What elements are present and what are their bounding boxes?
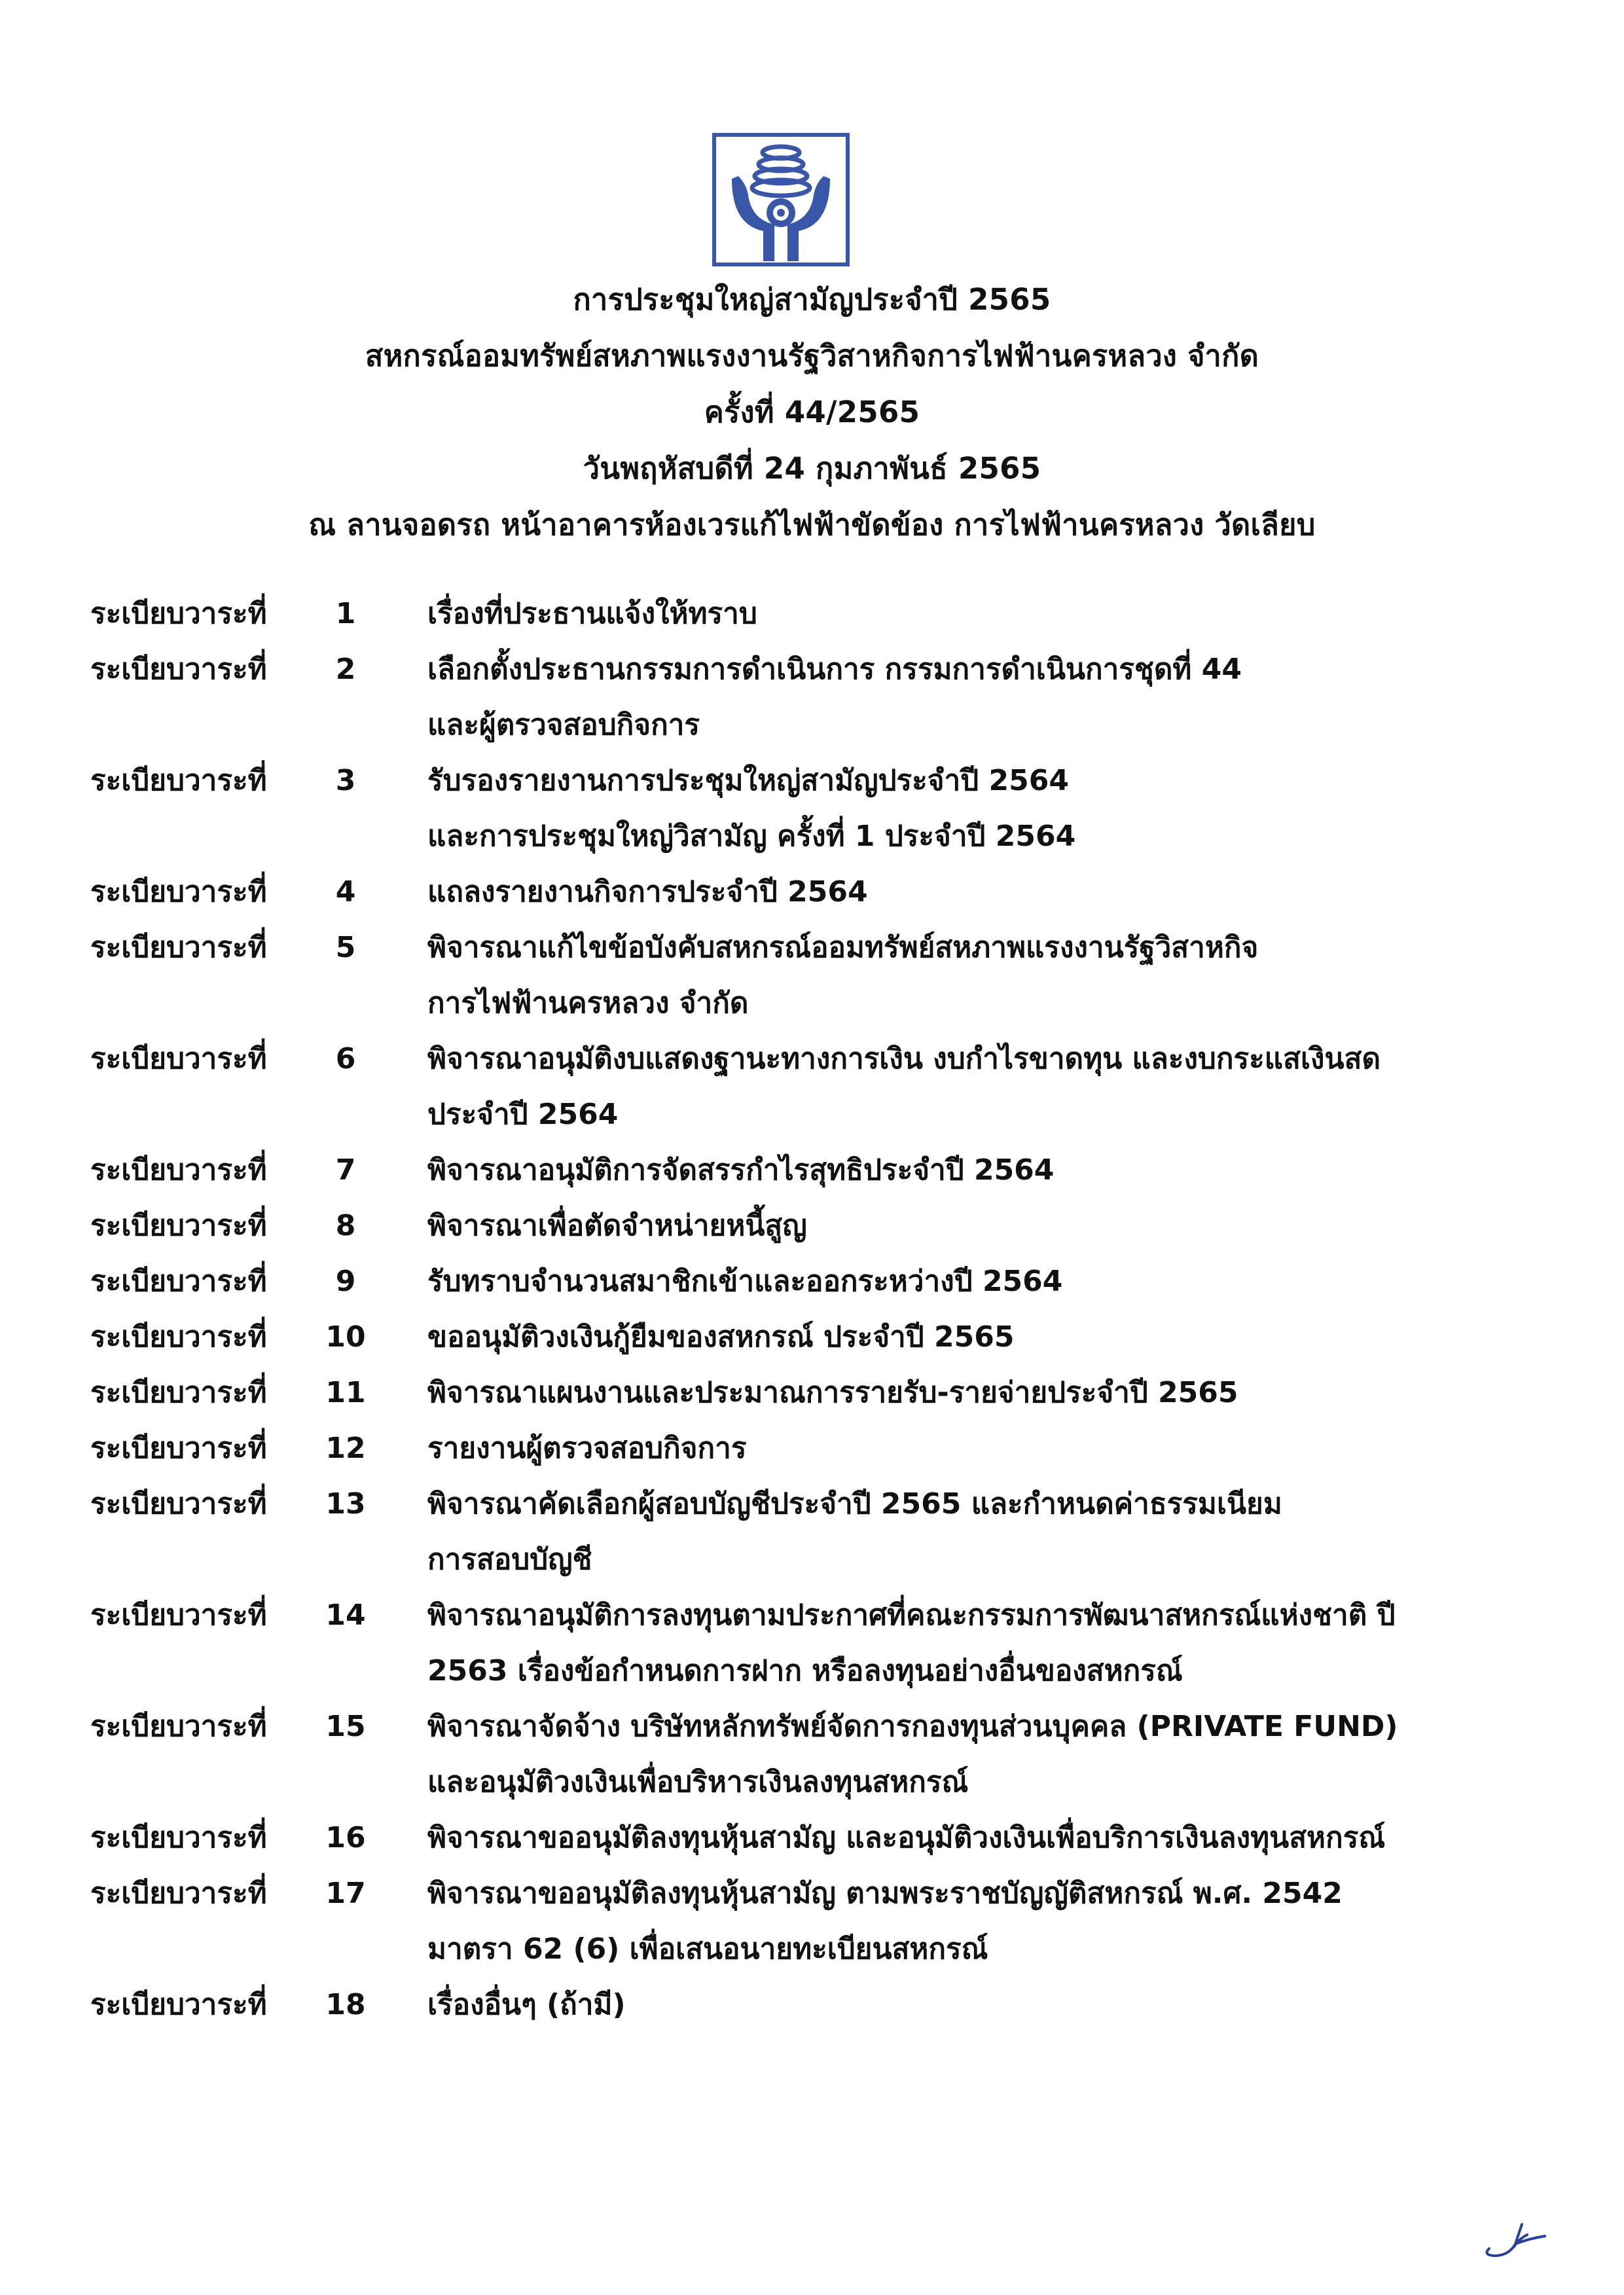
document-header (0, 272, 1624, 553)
agenda-number: 8 (335, 1209, 356, 1242)
agenda-number: 3 (335, 764, 356, 797)
agenda-item (90, 1198, 1596, 1254)
agenda-text-line: ประจำปี 2564 (427, 1098, 619, 1131)
agenda-item (90, 920, 1596, 1031)
agenda-text (427, 1254, 1596, 1309)
agenda-text (427, 1810, 1596, 1866)
agenda-item (90, 642, 1596, 753)
agenda-text (427, 1699, 1596, 1810)
agenda-number: 18 (325, 1988, 366, 2021)
agenda-number: 7 (335, 1153, 356, 1187)
agenda-text (427, 1420, 1596, 1476)
agenda-text-line: และผู้ตรวจสอบกิจการ (427, 708, 700, 742)
agenda-text (427, 1587, 1596, 1699)
agenda-text-line: เลือกตั้งประธานกรรมการดำเนินการ กรรมการดำเนินการชุดที่ 44 (427, 653, 1242, 686)
agenda-label: ระเบียบวาระที่ (90, 1487, 267, 1521)
agenda-text-line: การสอบบัญชี (427, 1543, 592, 1576)
agenda-label: ระเบียบวาระที่ (90, 1320, 267, 1354)
meeting-number: ครั้งที่ 44/2565 (704, 395, 920, 429)
agenda-text-line: แถลงรายงานกิจการประจำปี 2564 (427, 875, 868, 909)
agenda-text (427, 1365, 1596, 1420)
initials-signature (1476, 2213, 1555, 2265)
agenda-label: ระเบียบวาระที่ (90, 1710, 267, 1743)
agenda-text (427, 1142, 1596, 1198)
agenda-number: 1 (335, 597, 356, 630)
agenda-item (90, 864, 1596, 920)
agenda-text-line: เรื่องอื่นๆ (ถ้ามี) (427, 1988, 626, 2021)
agenda-number: 10 (325, 1320, 366, 1354)
meeting-title: การประชุมใหญ่สามัญประจำปี 2565 (573, 282, 1051, 317)
agenda-text-line: พิจารณาขออนุมัติลงทุนหุ้นสามัญ และอนุมัติวงเงินเพื่อบริการเงินลงทุนสหกรณ์ (427, 1821, 1386, 1854)
agenda-number: 15 (325, 1710, 366, 1743)
agenda-number: 6 (335, 1042, 356, 1075)
agenda-text (427, 642, 1596, 753)
meeting-date: วันพฤหัสบดีที่ 24 กุมภาพันธ์ 2565 (583, 451, 1041, 486)
agenda-text-line: การไฟฟ้านครหลวง จำกัด (427, 986, 749, 1020)
agenda-label: ระเบียบวาระที่ (90, 597, 267, 630)
agenda-text (427, 920, 1596, 1031)
agenda-text (427, 1031, 1596, 1142)
agenda-text (427, 1866, 1596, 1977)
agenda-text-line: 2563 เรื่องข้อกำหนดการฝาก หรือลงทุนอย่างอื่นของสหกรณ์ (427, 1654, 1183, 1688)
agenda-number: 2 (335, 653, 356, 686)
agenda-number: 13 (325, 1487, 366, 1521)
agenda-item (90, 1810, 1596, 1866)
cooperative-logo (712, 133, 850, 266)
agenda-text-line: เรื่องที่ประธานแจ้งให้ทราบ (427, 597, 757, 630)
agenda-text-line: รับรองรายงานการประชุมใหญ่สามัญประจำปี 2564 (427, 764, 1069, 797)
agenda-item (90, 1142, 1596, 1198)
agenda-text (427, 753, 1596, 864)
agenda-item (90, 1365, 1596, 1420)
agenda-label: ระเบียบวาระที่ (90, 1821, 267, 1854)
agenda-text-line: และอนุมัติวงเงินเพื่อบริหารเงินลงทุนสหกรณ์ (427, 1765, 969, 1799)
agenda-number: 16 (325, 1821, 366, 1854)
agenda-text (427, 586, 1596, 642)
agenda-item (90, 1977, 1596, 2033)
agenda-item (90, 1420, 1596, 1476)
agenda-label: ระเบียบวาระที่ (90, 1988, 267, 2021)
agenda-label: ระเบียบวาระที่ (90, 1209, 267, 1242)
agenda-number: 12 (325, 1432, 366, 1465)
agenda-label: ระเบียบวาระที่ (90, 931, 267, 964)
agenda-list (90, 586, 1596, 2033)
agenda-label: ระเบียบวาระที่ (90, 1153, 267, 1187)
agenda-number: 11 (325, 1376, 366, 1409)
agenda-number: 14 (325, 1599, 366, 1632)
agenda-text (427, 1309, 1596, 1365)
agenda-text (427, 1198, 1596, 1254)
agenda-item (90, 1699, 1596, 1810)
agenda-text-line: พิจารณาคัดเลือกผู้สอบบัญชีประจำปี 2565 และกำหนดค่าธรรมเนียม (427, 1487, 1282, 1521)
agenda-label: ระเบียบวาระที่ (90, 1599, 267, 1632)
agenda-text-line: พิจารณาแผนงานและประมาณการรายรับ-รายจ่ายประจำปี 2565 (427, 1376, 1238, 1409)
agenda-number: 17 (325, 1877, 366, 1910)
agenda-item (90, 1587, 1596, 1699)
agenda-text-line: พิจารณาอนุมัติงบแสดงฐานะทางการเงิน งบกำไรขาดทุน และงบกระแสเงินสด (427, 1042, 1381, 1075)
agenda-number: 5 (335, 931, 356, 964)
agenda-number: 9 (335, 1265, 356, 1298)
agenda-text-line: และการประชุมใหญ่วิสามัญ ครั้งที่ 1 ประจำปี 2564 (427, 820, 1076, 853)
agenda-text-line: พิจารณาจัดจ้าง บริษัทหลักทรัพย์จัดการกองทุนส่วนบุคคล (PRIVATE FUND) (427, 1710, 1398, 1743)
agenda-label: ระเบียบวาระที่ (90, 1877, 267, 1910)
agenda-item (90, 586, 1596, 642)
agenda-text-line: พิจารณาอนุมัติการจัดสรรกำไรสุทธิประจำปี 2564 (427, 1153, 1055, 1187)
agenda-label: ระเบียบวาระที่ (90, 1042, 267, 1075)
agenda-text-line: พิจารณาขออนุมัติลงทุนหุ้นสามัญ ตามพระราชบัญญัติสหกรณ์ พ.ศ. 2542 (427, 1877, 1343, 1910)
agenda-number: 4 (335, 875, 356, 909)
agenda-item (90, 1309, 1596, 1365)
agenda-label: ระเบียบวาระที่ (90, 764, 267, 797)
agenda-text-line: พิจารณาแก้ไขข้อบังคับสหกรณ์ออมทรัพย์สหภาพแรงงานรัฐวิสาหกิจ (427, 931, 1259, 964)
agenda-label: ระเบียบวาระที่ (90, 875, 267, 909)
agenda-text (427, 1977, 1596, 2033)
agenda-text-line: มาตรา 62 (6) เพื่อเสนอนายทะเบียนสหกรณ์ (427, 1932, 988, 1966)
agenda-item (90, 1866, 1596, 1977)
agenda-text-line: รายงานผู้ตรวจสอบกิจการ (427, 1432, 747, 1465)
agenda-text-line: พิจารณาอนุมัติการลงทุนตามประกาศที่คณะกรรมการพัฒนาสหกรณ์แห่งชาติ ปี (427, 1599, 1396, 1632)
agenda-text (427, 1476, 1596, 1587)
organization-name: สหกรณ์ออมทรัพย์สหภาพแรงงานรัฐวิสาหกิจการไฟฟ้านครหลวง จำกัด (365, 338, 1259, 373)
agenda-label: ระเบียบวาระที่ (90, 1432, 267, 1465)
agenda-text (427, 864, 1596, 920)
agenda-text-line: ขออนุมัติวงเงินกู้ยืมของสหกรณ์ ประจำปี 2565 (427, 1320, 1015, 1354)
agenda-item (90, 1476, 1596, 1587)
agenda-label: ระเบียบวาระที่ (90, 1265, 267, 1298)
agenda-item (90, 1254, 1596, 1309)
agenda-text-line: รับทราบจำนวนสมาชิกเข้าและออกระหว่างปี 2564 (427, 1265, 1063, 1298)
meeting-venue: ณ ลานจอดรถ หน้าอาคารห้องเวรแก้ไฟฟ้าขัดข้อง การไฟฟ้านครหลวง วัดเลียบ (308, 507, 1316, 542)
agenda-label: ระเบียบวาระที่ (90, 1376, 267, 1409)
agenda-text-line: พิจารณาเพื่อตัดจำหน่ายหนี้สูญ (427, 1209, 807, 1242)
agenda-item (90, 753, 1596, 864)
agenda-label: ระเบียบวาระที่ (90, 653, 267, 686)
agenda-item (90, 1031, 1596, 1142)
